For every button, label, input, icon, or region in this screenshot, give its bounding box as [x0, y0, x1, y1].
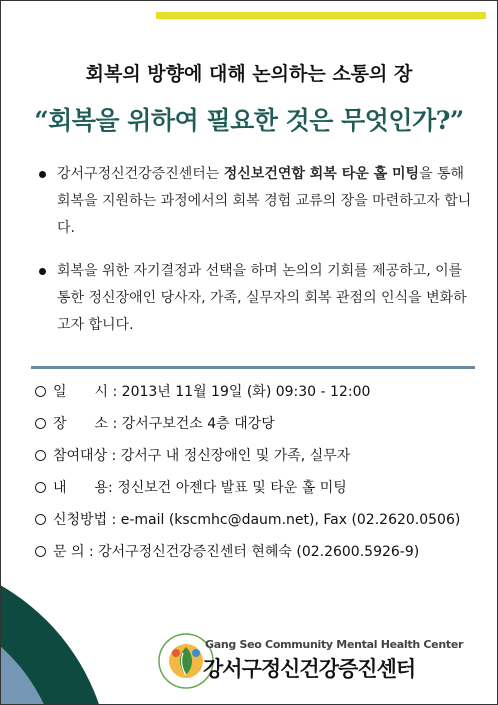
info-contact — [31, 543, 475, 561]
info-place — [31, 415, 475, 433]
circle-bullet-icon — [35, 514, 46, 525]
info-datetime — [31, 383, 475, 401]
flyer-subtitle: 회복의 방향에 대해 논의하는 소통의 장 — [85, 63, 413, 85]
bullet-purpose-post: 을 통해 회복을 지원하는 과정에서의 회복 경험 교류의 장을 마련하고자 합니다. — [57, 166, 472, 236]
bullet-dot-icon — [39, 171, 46, 178]
event-info — [31, 366, 475, 561]
info-content-text: 내 용: 정신보건 아젠다 발표 및 타운 홀 미팅 — [53, 480, 347, 496]
info-content — [31, 479, 475, 497]
bullet-purpose-bold: 정신보건연합 회복 타운 홀 미팅 — [223, 166, 420, 182]
bullet-goal-text: 회복을 위한 자기결정과 선택을 하며 논의의 기회를 제공하고, 이를 통한 정신장애인 당사자, 가족, 실무자의 회복 관점의 인식을 변화하고자 합니다. — [57, 263, 467, 333]
circle-bullet-icon — [35, 418, 46, 429]
info-place-text: 장 소 : 강서구보건소 4층 대강당 — [53, 416, 275, 432]
flyer-title: “회복을 위하여 필요한 것은 무엇인가?” — [34, 106, 464, 135]
info-datetime-text: 일 시 : 2013년 11월 19일 (화) 09:30 - 12:00 — [53, 384, 371, 400]
info-contact-text: 문 의 : 강서구정신건강증진센터 현혜숙 (02.2600.5926-9) — [53, 544, 420, 560]
bullet-purpose-pre: 강서구정신건강증진센터는 — [57, 166, 224, 182]
footer-org-english: Gang Seo Community Mental Health Center — [205, 638, 464, 651]
info-audience-text: 참여대상 : 강서구 내 정신장애인 및 가족, 실무자 — [53, 448, 351, 464]
circle-bullet-icon — [35, 546, 46, 557]
info-audience — [31, 447, 475, 465]
circle-bullet-icon — [35, 386, 46, 397]
top-accent-bar — [156, 12, 486, 19]
bullet-dot-icon — [39, 268, 46, 275]
bullet-purpose — [33, 161, 475, 242]
circle-bullet-icon — [35, 482, 46, 493]
circle-bullet-icon — [35, 450, 46, 461]
info-apply-text: 신청방법 : e-mail (kscmhc@daum.net), Fax (02.2620.0506) — [53, 512, 461, 528]
bullet-goal — [33, 258, 475, 339]
footer-org-korean: 강서구정신건강증진센터 — [203, 657, 416, 681]
info-apply — [31, 511, 475, 529]
intro-bullets — [33, 161, 475, 355]
